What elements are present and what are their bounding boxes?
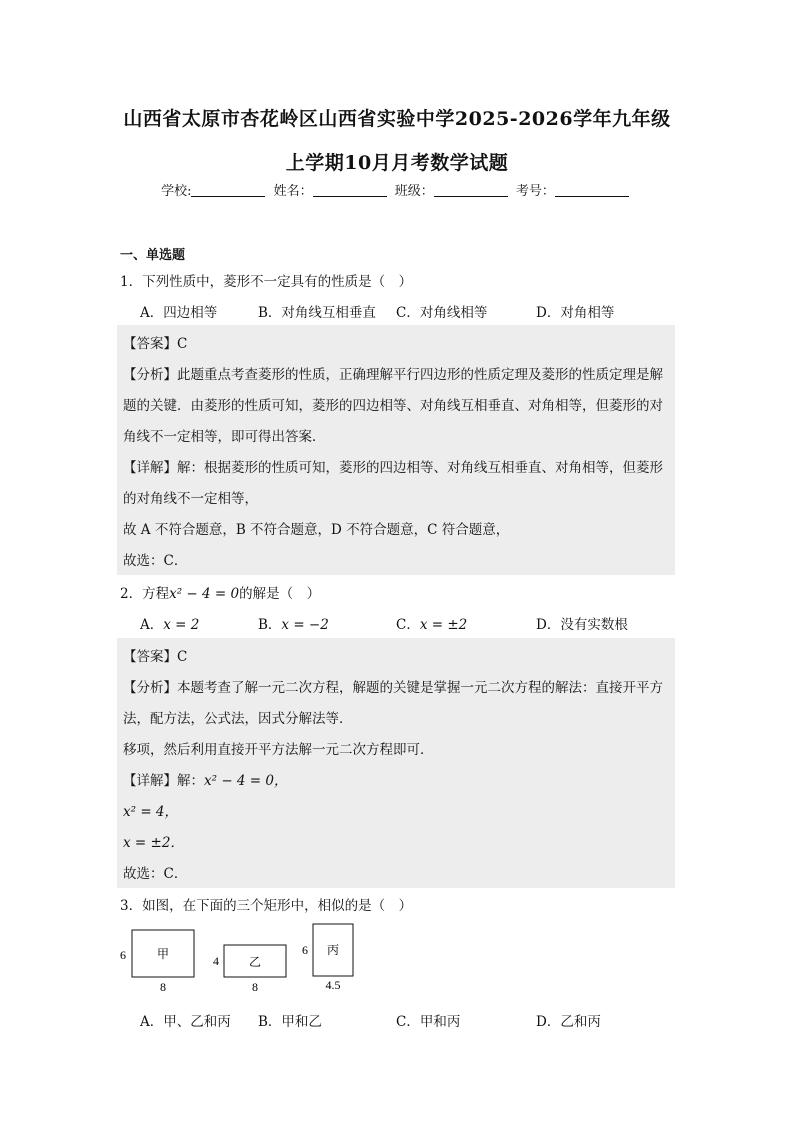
q2-option-b[interactable] (258, 613, 329, 633)
q2-option-c-letter: C． (396, 617, 420, 633)
rect-bing-width: 4.5 (325, 978, 341, 992)
section-heading: 一、单选题 (120, 248, 186, 263)
q2-option-c-math: x = ±2 (419, 617, 468, 633)
q1-option-b[interactable]: B．对角线互相垂直 (258, 305, 376, 321)
name-label: 姓名： (273, 184, 313, 199)
q2-detail-math-3: x = ±2． (123, 835, 184, 851)
rect-bing-label: 丙 (326, 943, 340, 957)
q2-detail-line-1 (123, 769, 288, 789)
q2-option-a[interactable] (140, 613, 199, 633)
q2-option-a-math: x = 2 (163, 617, 200, 633)
q1-stem: 1．下列性质中，菱形不一定具有的性质是（ ） (120, 274, 413, 290)
q1-option-c[interactable]: C．对角线相等 (396, 305, 488, 321)
rect-jia-label: 甲 (156, 947, 170, 961)
q2-detail-math-2: x² = 4， (123, 804, 179, 820)
q2-stem (120, 582, 320, 602)
q2-answer: 【答案】C (123, 649, 188, 665)
rect-yi-height: 4 (213, 954, 219, 968)
q1-answer-block (117, 325, 675, 575)
q3-option-d[interactable]: D．乙和丙 (536, 1014, 601, 1030)
q3-stem: 3．如图，在下面的三个矩形中，相似的是（ ） (120, 898, 413, 914)
class-blank[interactable] (434, 184, 508, 197)
q1-detail-line-2: 的对角线不一定相等， (123, 491, 258, 507)
q2-option-d[interactable]: D．没有实数根 (536, 617, 628, 633)
q2-analysis-line-3: 移项，然后利用直接开平方法解一元二次方程即可． (123, 742, 434, 758)
rect-jia-width: 8 (160, 980, 166, 994)
q2-conclusion: 故选：C． (123, 866, 188, 882)
q2-option-a-letter: A． (140, 617, 164, 633)
class-label: 班级： (394, 184, 434, 199)
q2-option-b-letter: B． (258, 617, 282, 633)
q1-option-a[interactable]: A．四边相等 (140, 305, 218, 321)
number-blank[interactable] (555, 184, 629, 197)
q2-option-c[interactable] (396, 613, 467, 633)
q2-detail-math-1: x² − 4 = 0， (204, 773, 288, 789)
q1-analysis-line-1: 【分析】此题重点考查菱形的性质，正确理解平行四边形的性质定理及菱形的性质定理是解 (123, 367, 663, 383)
q2-stem-suffix: 的解是（ ） (239, 586, 321, 602)
q1-detail-line-1: 【详解】解：根据菱形的性质可知，菱形的四边相等、对角线互相垂直、对角相等，但菱形 (123, 460, 663, 476)
name-blank[interactable] (313, 184, 387, 197)
title-line-2: 上学期10月月考数学试题 (285, 152, 509, 174)
number-label: 考号： (515, 184, 555, 199)
q2-analysis-line-2: 法，配方法，公式法，因式分解法等． (123, 711, 353, 727)
rect-jia-height: 6 (120, 948, 126, 962)
q2-equation: x² − 4 = 0 (169, 586, 240, 602)
title-line-1: 山西省太原市杏花岭区山西省实验中学2025-2026学年九年级 (123, 108, 671, 130)
rect-yi-width: 8 (252, 980, 258, 994)
q3-option-b[interactable]: B．甲和乙 (258, 1014, 322, 1030)
q3-option-c[interactable]: C．甲和丙 (396, 1014, 461, 1030)
q3-rectangles-figure (112, 918, 372, 1000)
q1-analysis-line-2: 题的关键．由菱形的性质可知，菱形的四边相等、对角线互相垂直、对角相等，但菱形的对 (123, 398, 663, 414)
q1-detail-line-4: 故选：C． (123, 553, 188, 569)
school-label: 学校: (161, 184, 192, 199)
rect-yi-label: 乙 (248, 955, 262, 969)
q1-analysis-line-3: 角线不一定相等，即可得出答案． (123, 429, 326, 445)
student-info-row (0, 180, 794, 199)
q1-detail-line-3: 故 A 不符合题意，B 不符合题意，D 不符合题意，C 符合题意， (123, 522, 510, 538)
q2-option-b-math: x = −2 (281, 617, 329, 633)
school-blank[interactable] (191, 184, 265, 197)
q2-detail-prefix: 【详解】解： (123, 773, 204, 789)
q2-stem-prefix: 2．方程 (120, 586, 170, 602)
q1-answer: 【答案】C (123, 336, 188, 352)
q2-answer-block (117, 638, 675, 888)
q1-option-d[interactable]: D．对角相等 (536, 305, 615, 321)
q2-analysis-line-1: 【分析】本题考查了解一元二次方程，解题的关键是掌握一元二次方程的解法：直接开平方 (123, 680, 663, 696)
q3-option-a[interactable]: A．甲、乙和丙 (140, 1014, 231, 1030)
rect-bing-height: 6 (302, 943, 308, 957)
